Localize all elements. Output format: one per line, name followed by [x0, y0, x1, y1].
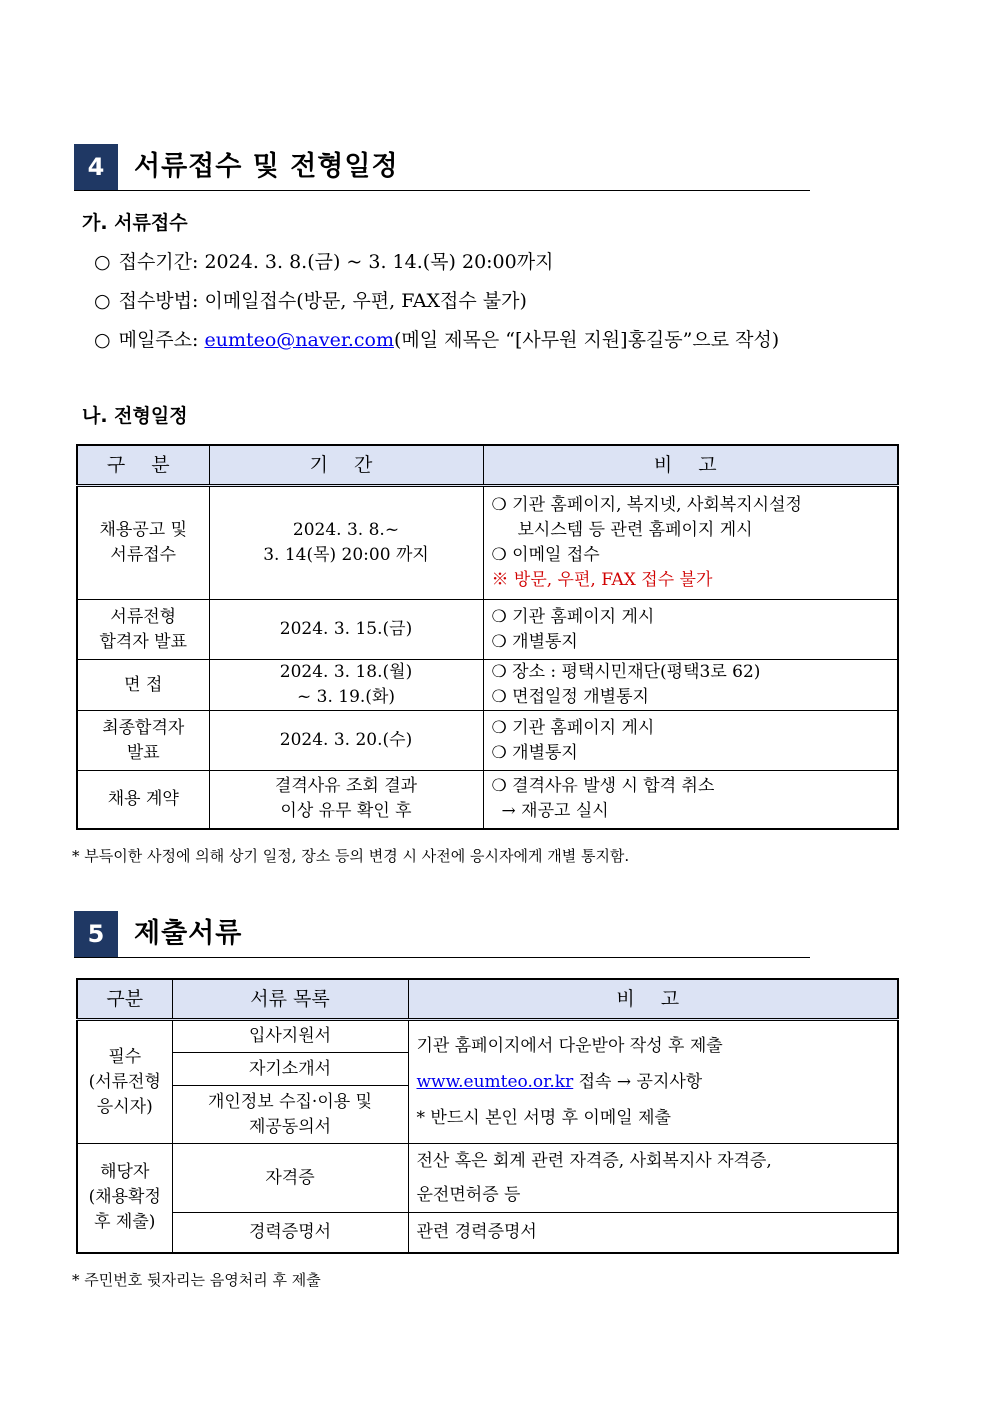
- section-title: 제출서류: [134, 918, 243, 949]
- subheading-schedule: 나. 전형일정: [82, 405, 188, 427]
- stage-cell: 최종합격자 발표: [77, 711, 209, 771]
- table-row: [77, 486, 898, 600]
- bullet-value: 이메일접수(방문, 우편, FAX접수 불가): [204, 290, 527, 312]
- document-cell: 입사지원서: [172, 1020, 408, 1053]
- period-cell: 결격사유 조회 결과 이상 유무 확인 후: [209, 771, 483, 829]
- bullet-label: 접수방법:: [118, 290, 199, 312]
- notes-cell: ❍ 결격사유 발생 시 합격 취소 → 재공고 실시: [483, 771, 898, 829]
- table-row: [77, 771, 898, 829]
- stage-cell: 채용공고 및 서류접수: [77, 486, 209, 600]
- section-4-heading: [74, 144, 810, 191]
- period-cell: 2024. 3. 18.(월) ~ 3. 19.(화): [209, 660, 483, 711]
- circle-bullet-icon: ○: [94, 329, 111, 351]
- bullet-label: 접수기간:: [118, 251, 199, 273]
- stage-cell: 채용 계약: [77, 771, 209, 829]
- circle-bullet-icon: ○: [94, 290, 111, 312]
- period-cell: 2024. 3. 20.(수): [209, 711, 483, 771]
- table-row: [77, 1144, 898, 1213]
- period-cell: 2024. 3. 15.(금): [209, 600, 483, 660]
- notes-cell: ❍ 기관 홈페이지 게시 ❍ 개별통지: [483, 600, 898, 660]
- email-suffix: (메일 제목은 “[사무원 지원]홍길동”으로 작성): [393, 329, 780, 351]
- header-notes: 비 고: [483, 445, 898, 486]
- category-cell-target: 해당자 (채용확정 후 제출): [77, 1144, 172, 1253]
- table-row: [77, 1020, 898, 1053]
- document-cell: 개인정보 수집·이용 및 제공동의서: [172, 1086, 408, 1144]
- notes-cell: ❍ 기관 홈페이지 게시 ❍ 개별통지: [483, 711, 898, 771]
- table-row: [77, 600, 898, 660]
- notes-cell: 전산 혹은 회계 관련 자격증, 사회복지사 자격증, 운전면허증 등: [408, 1144, 898, 1213]
- bullet-period: [94, 247, 553, 274]
- schedule-footnote: * 부득이한 사정에 의해 상기 일정, 장소 등의 변경 시 사전에 응시자에게 개별 통지함.: [72, 847, 630, 865]
- section-number: 5: [74, 911, 118, 957]
- stage-cell: 서류전형 합격자 발표: [77, 600, 209, 660]
- bullet-label: 메일주소:: [118, 329, 199, 351]
- section-title: 서류접수 및 전형일정: [134, 151, 399, 182]
- bullet-value: 2024. 3. 8.(금) ~ 3. 14.(목) 20:00까지: [204, 251, 554, 273]
- circle-bullet-icon: ○: [94, 251, 111, 273]
- section-5-heading: [74, 911, 810, 958]
- warning-note: ※ 방문, 우편, FAX 접수 불가: [491, 570, 713, 590]
- table-header-row: [77, 979, 898, 1020]
- header-documents: 서류 목록: [172, 979, 408, 1020]
- section-number: 4: [74, 144, 118, 190]
- header-period: 기 간: [209, 445, 483, 486]
- stage-cell: 면 접: [77, 660, 209, 711]
- notes-cell: ❍ 기관 홈페이지, 복지넷, 사회복지시설정 보시스템 등 관련 홈페이지 게시 ❍ 이메일 접수 ※ 방문, 우편, FAX 접수 불가: [483, 486, 898, 600]
- bullet-email: [94, 325, 779, 352]
- document-cell: 자격증: [172, 1144, 408, 1213]
- period-cell: 2024. 3. 8.~ 3. 14(목) 20:00 까지: [209, 486, 483, 600]
- table-row: [77, 711, 898, 771]
- schedule-table: [76, 444, 899, 830]
- notes-cell: ❍ 장소 : 평택시민재단(평택3로 62) ❍ 면접일정 개별통지: [483, 660, 898, 711]
- header-category: 구분: [77, 979, 172, 1020]
- website-link[interactable]: www.eumteo.or.kr: [416, 1072, 574, 1092]
- document-cell: 자기소개서: [172, 1053, 408, 1086]
- bullet-method: [94, 286, 527, 313]
- notes-cell: 관련 경력증명서: [408, 1213, 898, 1253]
- category-cell-required: 필수 (서류전형 응시자): [77, 1020, 172, 1144]
- email-link[interactable]: eumteo@naver.com: [204, 329, 394, 351]
- table-header-row: [77, 445, 898, 486]
- subheading-document-receipt: 가. 서류접수: [82, 212, 188, 234]
- header-notes: 비 고: [408, 979, 898, 1020]
- documents-table: [76, 978, 899, 1254]
- header-stage: 구 분: [77, 445, 209, 486]
- notes-cell: 기관 홈페이지에서 다운받아 작성 후 제출 www.eumteo.or.kr 접속 → 공지사항 * 반드시 본인 서명 후 이메일 제출: [408, 1020, 898, 1144]
- table-row: [77, 660, 898, 711]
- document-cell: 경력증명서: [172, 1213, 408, 1253]
- table-row: [77, 1213, 898, 1253]
- documents-footnote: * 주민번호 뒷자리는 음영처리 후 제출: [72, 1271, 321, 1289]
